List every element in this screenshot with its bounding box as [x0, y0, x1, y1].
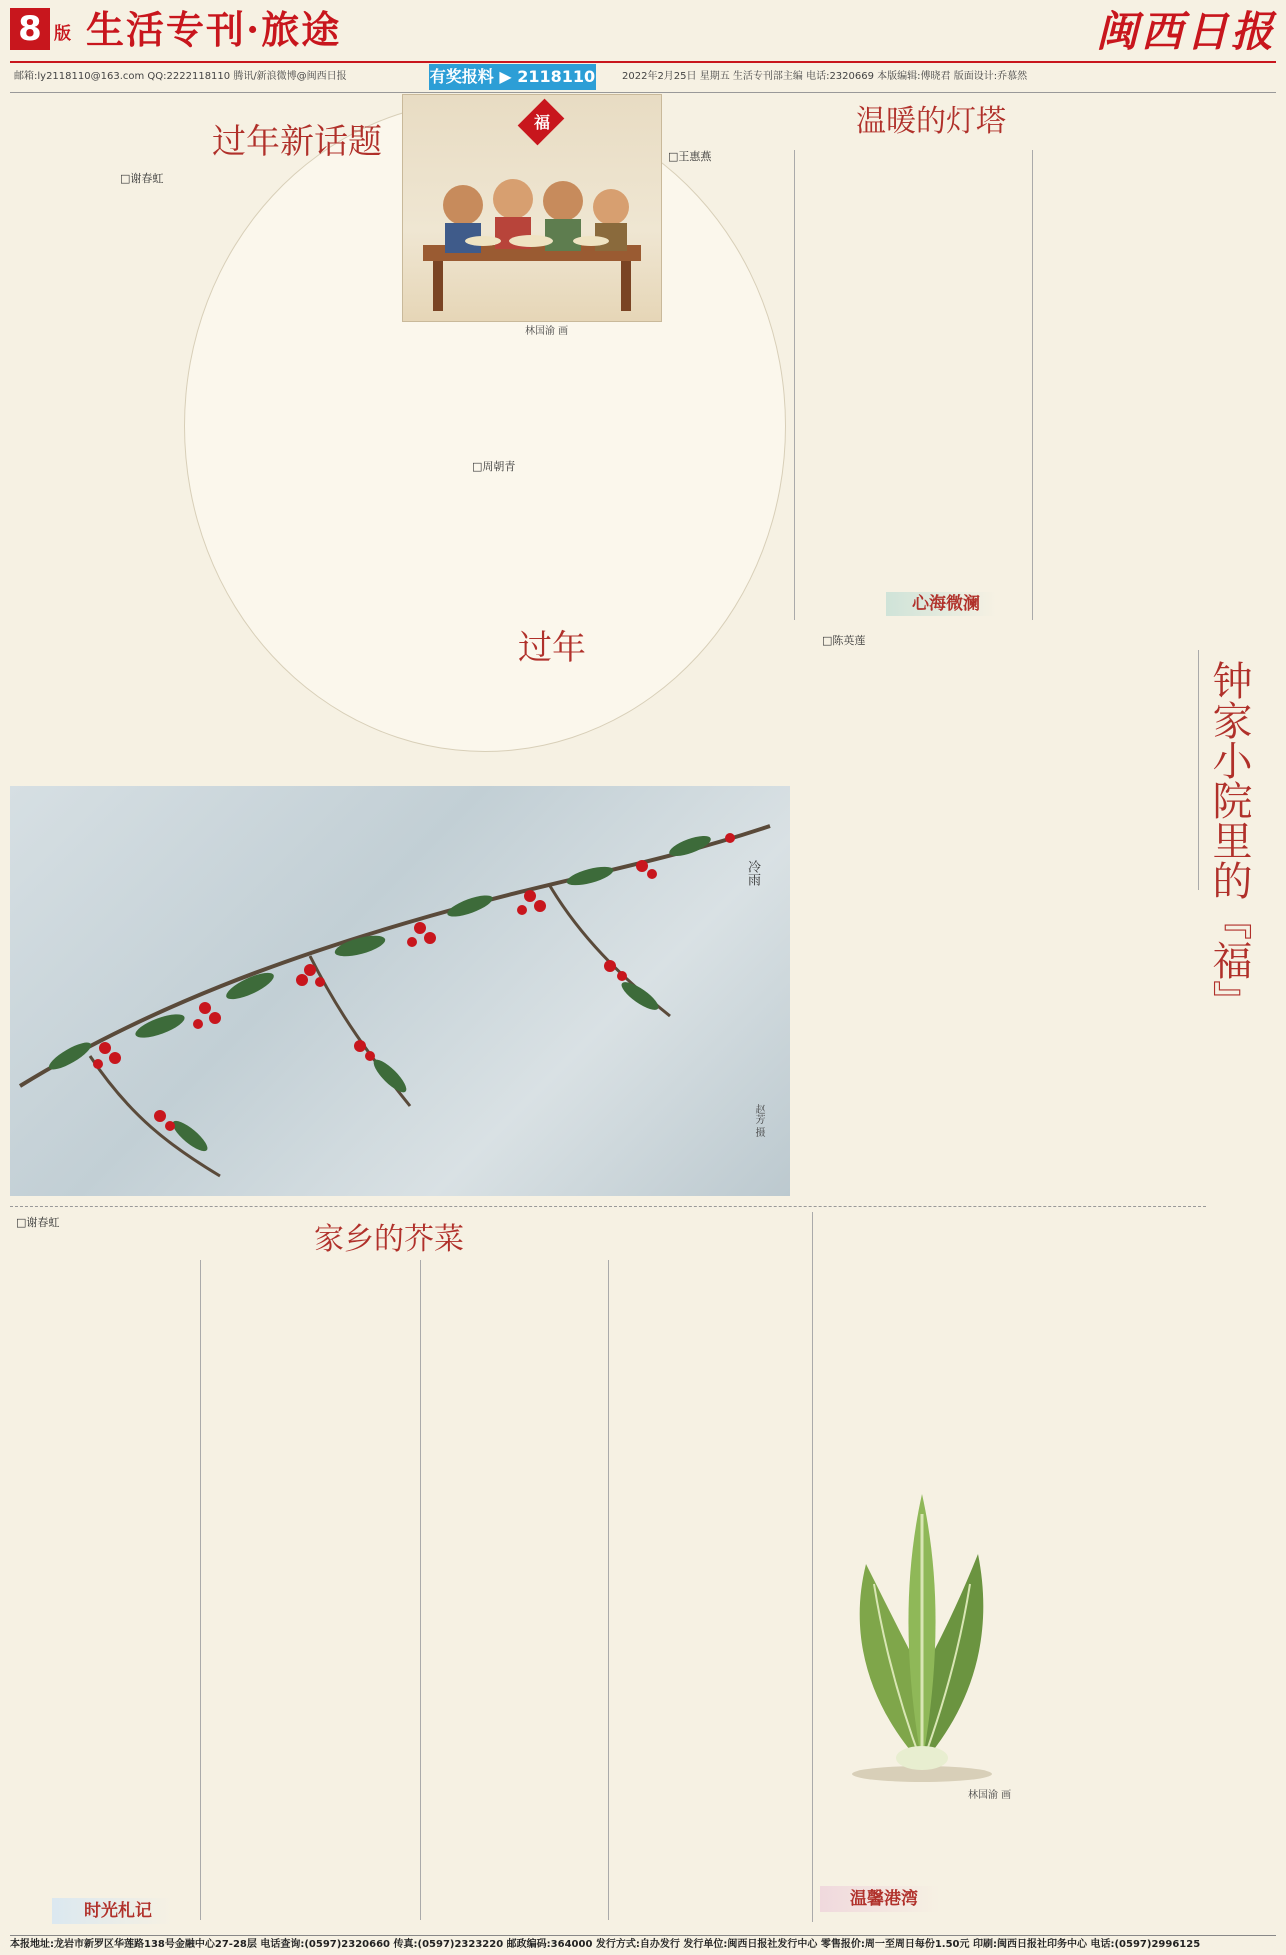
column-rule — [794, 150, 795, 620]
section-divider — [10, 1206, 1206, 1207]
masthead-logo: 闽西日报 — [1095, 7, 1276, 56]
footer-rule — [10, 1935, 1276, 1936]
column-rule — [812, 1212, 813, 1922]
headline-guo-nian: 过年 — [518, 628, 586, 668]
date-line: 2022年2月25日 星期五 生活专刊部主编 电话:2320669 本版编辑:傅晓君 版面设计:乔慕然 — [622, 71, 1028, 82]
new-year-illustration-credit: 林国渝 画 — [525, 326, 569, 337]
footer-address: 本报地址:龙岩市新罗区华莲路138号金融中心27-28层 电话查询:(0597)2320660 传真:(0597)2323220 邮政编码:364000 发行方式:自办发行 发行单位:闽西日报社发行中心 零售报价:周一至周日每份1.50元 印刷:闽西日报社印务中心 电话:(0597)2996125 — [10, 1939, 1201, 1950]
berry-branch-icon — [10, 786, 790, 1196]
headline-new-year-topic: 过年新话题 — [212, 122, 382, 162]
headline-hometown-mustard: 家乡的芥菜 — [314, 1222, 464, 1257]
mustard-greens-icon — [836, 1474, 1008, 1786]
badge-heart-sea: 心海微澜 — [912, 594, 980, 614]
header-rule-secondary — [10, 92, 1276, 93]
hotline-badge: 有奖报料 ▶ 2118110 — [429, 64, 596, 90]
byline-family-courtyard: □陈英莲 — [822, 634, 866, 647]
byline-new-year-topic: □谢春虹 — [120, 172, 164, 185]
page-suffix: 版 — [54, 24, 71, 44]
page-number: 8 — [10, 8, 50, 50]
winter-berries-photo — [10, 786, 790, 1196]
badge-time-notes: 时光札记 — [84, 1901, 152, 1921]
fu-character: 福 — [533, 113, 550, 132]
headline-family-courtyard: 钟家小院里的『福』 — [1206, 660, 1252, 1020]
photo-credit: 赵芳 摄 — [753, 1104, 764, 1138]
section-title: 生活专刊·旅途 — [86, 7, 342, 52]
byline-warm-lighthouse: □王惠燕 — [668, 150, 712, 163]
byline-guo-nian: □周朝青 — [472, 460, 516, 473]
column-rule — [1198, 650, 1199, 890]
badge-warm-harbor: 温馨港湾 — [850, 1889, 918, 1909]
column-rule — [1032, 150, 1033, 620]
byline-hometown-mustard: □谢春虹 — [16, 1216, 60, 1229]
column-rule — [200, 1260, 201, 1920]
contact-line: 邮箱:ly2118110@163.com QQ:2222118110 腾讯/新浪微博@闽西日报 — [14, 71, 347, 82]
column-rule — [608, 1260, 609, 1920]
mustard-illustration-credit: 林国渝 画 — [968, 1790, 1012, 1801]
mustard-illustration — [836, 1474, 1008, 1786]
photo-caption: 冷雨 — [745, 860, 760, 886]
new-year-illustration — [402, 94, 662, 322]
headline-warm-lighthouse: 温暖的灯塔 — [856, 104, 1006, 139]
header-rule — [10, 61, 1276, 63]
column-rule — [420, 1260, 421, 1920]
